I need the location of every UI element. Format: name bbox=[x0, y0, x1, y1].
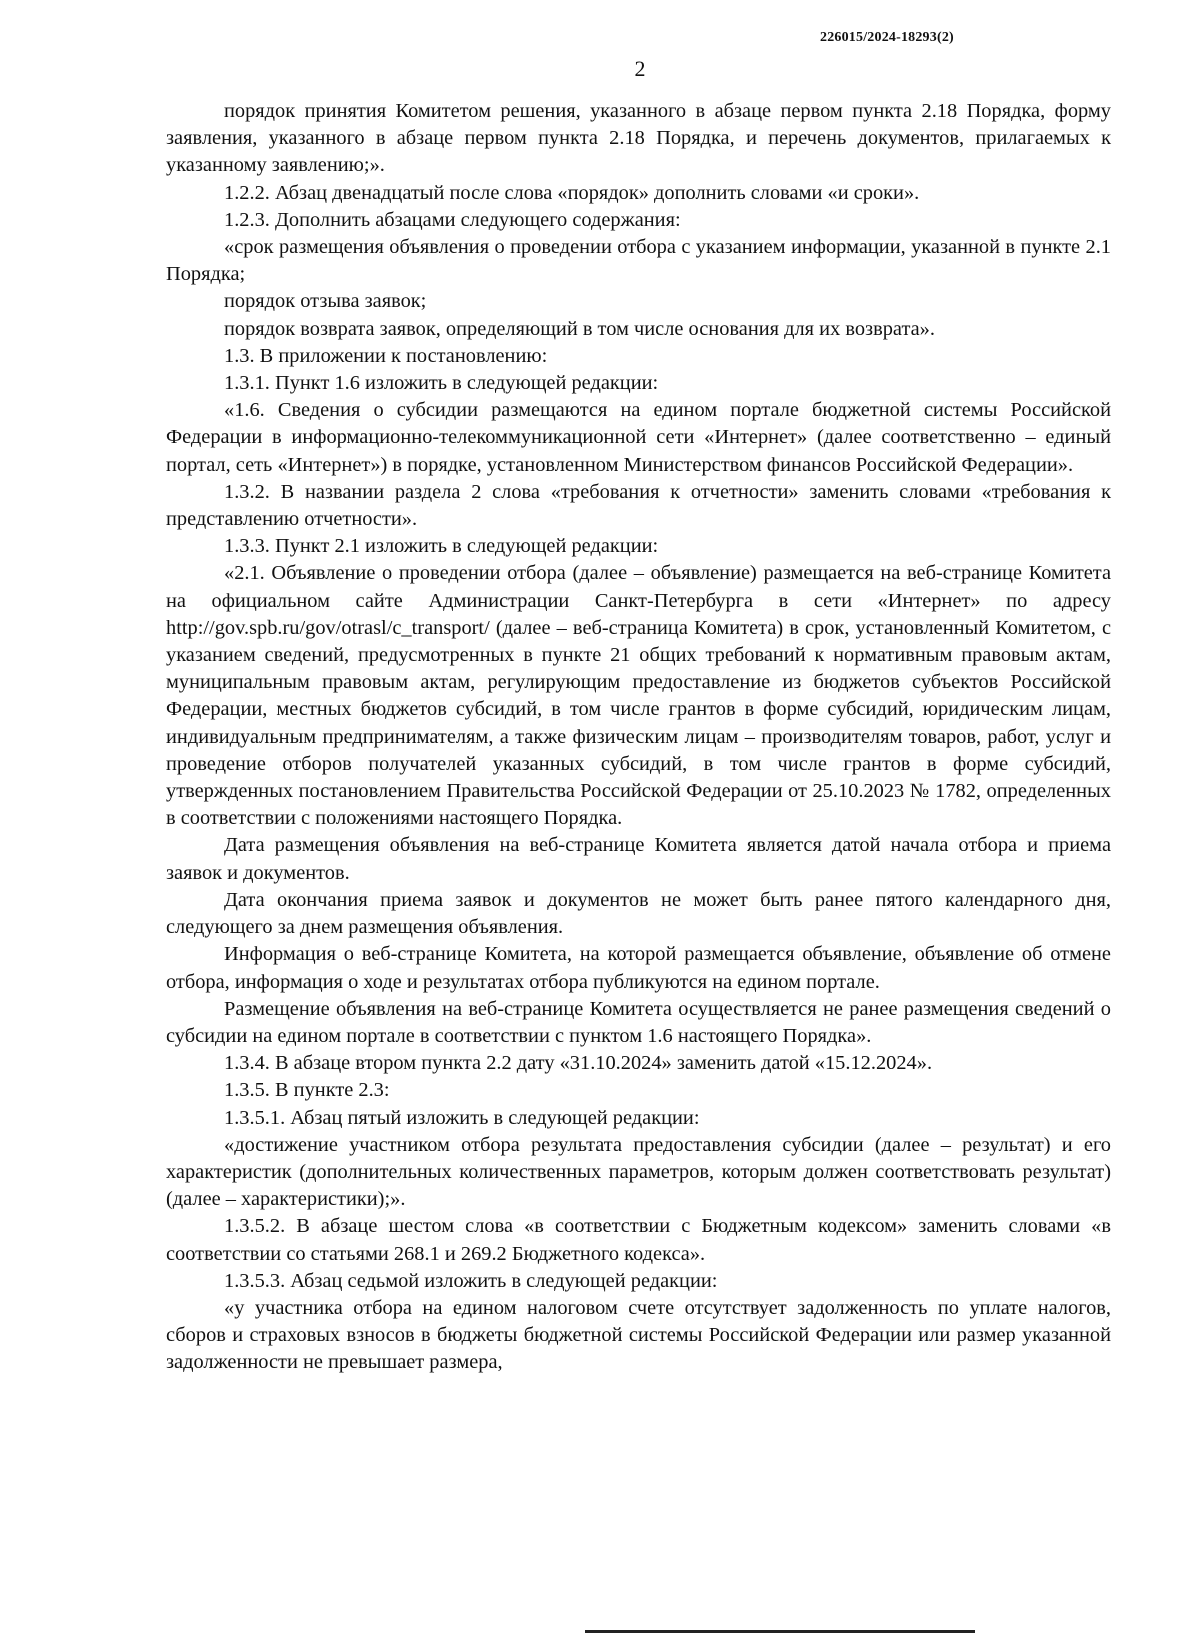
paragraph-quote-deadline: «срок размещения объявления о проведении отбора с указанием информации, указанной в пункте 2.1 Порядка; bbox=[166, 236, 1111, 286]
paragraph-quote-1-6: «1.6. Сведения о субсидии размещаются на едином портале бюджетной системы Российской Федерации в информационно-телекоммуникационной сети «Интернет» (далее соответственно – единый портал, сеть «Интернет») в порядке, установленном Министерством финансов Российской Федерации». bbox=[166, 399, 1111, 476]
paragraph-1-3-3: 1.3.3. Пункт 2.1 изложить в следующей редакции: bbox=[224, 535, 659, 558]
paragraph-quote-2-1: «2.1. Объявление о проведении отбора (далее – объявление) размещается на веб-странице Комитета на официальном сайте Администрации Санкт-Петербурга в сети «Интернет» по адресу http://gov.spb.ru/gov/otrasl/c_transport/ (далее – веб-страница Комитета) в срок, установленный Комитетом, с указанием сведений, предусмотренных в пункте 21 общих требований к нормативным правовым актам, муниципальным правовым актам, регулирующим предоставление из бюджетов субъектов Российской Федерации, местных бюджетов субсидий, в том числе грантов в форме субсидий, юридическим лицам, индивидуальным предпринимателям, а также физическим лицам – производителям товаров, работ, услуг и проведение отборов получателей указанных субсидий, в том числе грантов в форме субсидий, утвержденных постановлением Правительства Российской Федерации от 25.10.2023 № 1782, определенных в соответствии с положениями настоящего Порядка. bbox=[166, 562, 1111, 830]
paragraph-1-2-2: 1.2.2. Абзац двенадцатый после слова «порядок» дополнить словами «и сроки». bbox=[224, 181, 920, 204]
paragraph-information: Информация о веб-странице Комитета, на которой размещается объявление, объявление об отмене отбора, информация о ходе и результатах отбора публикуются на едином портале. bbox=[166, 943, 1111, 993]
document-registration-number: 226015/2024-18293(2) bbox=[820, 30, 954, 45]
paragraph-continuation: порядок принятия Комитетом решения, указанного в абзаце первом пункта 2.18 Порядка, форму заявления, указанного в абзаце первом пункта 2.18 Порядка, и перечень документов, прилагаемых к указанному заявлению;». bbox=[166, 100, 1111, 177]
paragraph-1-3-5-2: 1.3.5.2. В абзаце шестом слова «в соответствии с Бюджетным кодексом» заменить словами «в соответствии со статьями 268.1 и 269.2 Бюджетного кодекса». bbox=[166, 1215, 1111, 1265]
paragraph-quote-result: «достижение участником отбора результата предоставления субсидии (далее – результат) и его характеристик (дополнительных количественных параметров, которым должен соответствовать результат) (далее – характеристики);». bbox=[166, 1133, 1111, 1211]
paragraph-end-date: Дата окончания приема заявок и документов не может быть ранее пятого календарного дня, следующего за днем размещения объявления. bbox=[166, 888, 1111, 939]
paragraph-1-2-3: 1.2.3. Дополнить абзацами следующего содержания: bbox=[224, 208, 681, 231]
paragraph-1-3-5-1: 1.3.5.1. Абзац пятый изложить в следующей редакции: bbox=[224, 1106, 700, 1129]
paragraph-1-3-2: 1.3.2. В названии раздела 2 слова «требования к отчетности» заменить словами «требования к представлению отчетности». bbox=[166, 480, 1111, 531]
document-body bbox=[166, 98, 1111, 1377]
paragraph-withdrawal: порядок отзыва заявок; bbox=[224, 290, 427, 313]
paragraph-1-3-5: 1.3.5. В пункте 2.3: bbox=[224, 1079, 390, 1102]
page-number: 2 bbox=[634, 56, 646, 81]
paragraph-1-3-1: 1.3.1. Пункт 1.6 изложить в следующей редакции: bbox=[224, 372, 659, 395]
paragraph-return: порядок возврата заявок, определяющий в том числе основания для их возврата». bbox=[224, 317, 935, 340]
paragraph-placement: Размещение объявления на веб-странице Комитета осуществляется не ранее размещения сведений о субсидии на едином портале в соответствии с пунктом 1.6 настоящего Порядка». bbox=[166, 997, 1111, 1047]
bottom-edge-line bbox=[585, 1630, 975, 1633]
paragraph-1-3-5-3: 1.3.5.3. Абзац седьмой изложить в следующей редакции: bbox=[224, 1269, 718, 1292]
paragraph-start-date: Дата размещения объявления на веб-странице Комитета является датой начала отбора и приема заявок и документов. bbox=[166, 834, 1111, 884]
paragraph-1-3: 1.3. В приложении к постановлению: bbox=[224, 344, 548, 367]
paragraph-1-3-4: 1.3.4. В абзаце втором пункта 2.2 дату «31.10.2024» заменить датой «15.12.2024». bbox=[224, 1052, 933, 1075]
paragraph-quote-tax: «у участника отбора на едином налоговом счете отсутствует задолженность по уплате налогов, сборов и страховых взносов в бюджеты бюджетной системы Российской Федерации или размер указанной задолженности не превышает размера, bbox=[166, 1296, 1111, 1374]
